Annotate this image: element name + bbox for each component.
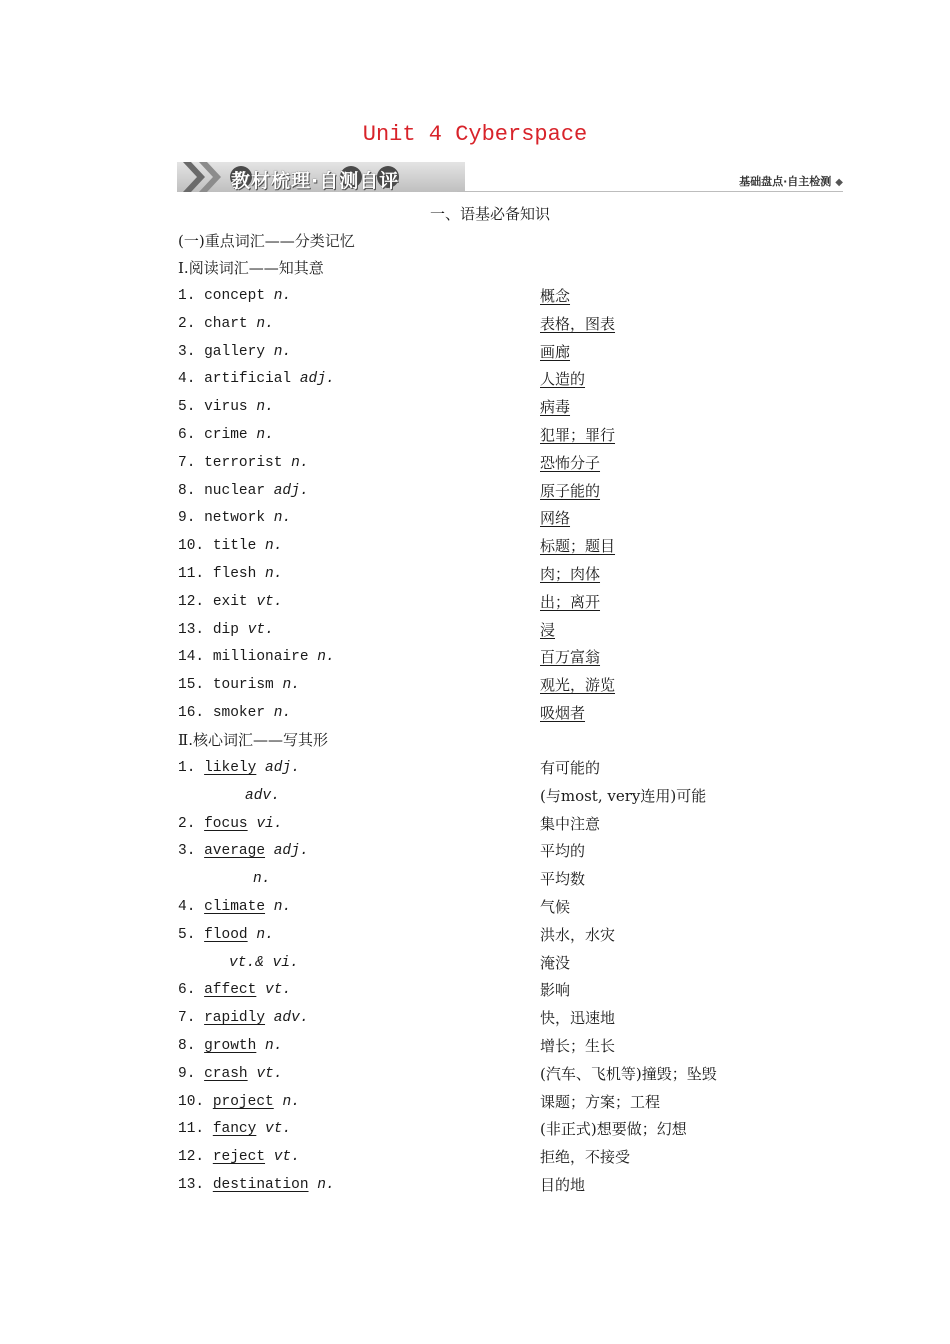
entry-space <box>265 843 274 859</box>
entry-number: 14. <box>178 649 213 666</box>
vocab-entry <box>178 897 291 917</box>
vocab-entry <box>178 703 291 723</box>
entry-word: smoker <box>212 705 274 721</box>
entry-number: 3. <box>178 843 205 860</box>
vocab-entry <box>178 980 291 1000</box>
entry-word: concept <box>204 288 274 304</box>
entry-pos: n. <box>256 926 274 943</box>
entry-word: network <box>204 510 274 527</box>
entry-number: 8. <box>178 1038 205 1054</box>
entry-word: reject <box>212 1149 266 1166</box>
entry-meaning: (非正式)想要做；幻想 <box>540 1120 687 1139</box>
entry-word: crash <box>204 1065 248 1082</box>
entry-pos: adj. <box>273 843 309 860</box>
page-title: Unit 4 Cyberspace <box>362 122 588 147</box>
entry-meaning: 平均数 <box>540 870 586 889</box>
entry-word: flesh <box>212 566 266 582</box>
entry-meaning: 表格，图表 <box>540 314 616 333</box>
entry-meaning: 网络 <box>540 509 571 528</box>
vocab-entry <box>253 869 270 889</box>
entry-word: virus <box>204 399 257 416</box>
entry-meaning: 集中注意 <box>540 814 601 833</box>
entry-number: 16. <box>178 705 213 721</box>
entry-meaning: 人造的 <box>540 370 586 389</box>
entry-pos: n. <box>317 649 335 666</box>
entry-word: focus <box>204 815 248 832</box>
entry-word: project <box>212 1093 274 1110</box>
entry-meaning: 气候 <box>540 898 571 916</box>
entry-number: 5. <box>178 926 205 943</box>
vocab-entry <box>178 620 274 640</box>
entry-number: 11. <box>178 1121 213 1138</box>
entry-number: 13. <box>178 1177 213 1193</box>
entry-pos: n. <box>273 705 292 721</box>
entry-meaning: 影响 <box>540 981 571 1000</box>
entry-word: crime <box>204 427 257 443</box>
entry-pos: vt. <box>265 982 292 999</box>
entry-word: flood <box>204 926 248 943</box>
entry-word: chart <box>204 315 257 332</box>
entry-pos: adv. <box>273 1010 309 1027</box>
entry-word: tourism <box>212 677 283 694</box>
entry-number: 7. <box>178 454 205 471</box>
entry-pos: vi. <box>256 815 283 832</box>
entry-pos: n. <box>273 899 292 915</box>
entry-number: 6. <box>178 427 205 443</box>
entry-pos: vt. <box>273 1149 300 1166</box>
entry-word: growth <box>204 1038 257 1054</box>
entry-number: 10. <box>178 1093 213 1110</box>
entry-meaning: 增长；生长 <box>540 1037 616 1055</box>
vocab-entry <box>178 925 274 945</box>
entry-number: 9. <box>178 510 205 527</box>
entry-meaning: 浸 <box>540 620 556 639</box>
vocab-entry <box>245 786 280 806</box>
vocab-entry <box>178 675 300 695</box>
entry-number: 12. <box>178 1149 213 1166</box>
entry-meaning: 百万富翁 <box>540 648 601 667</box>
entry-meaning: 标题；题目 <box>540 537 616 556</box>
entry-number: 11. <box>178 566 213 582</box>
entry-pos: n. <box>282 677 300 694</box>
entry-word: artificial <box>204 371 300 388</box>
entry-word: destination <box>212 1177 309 1193</box>
entry-meaning: (汽车、飞机等)撞毁；坠毁 <box>540 1064 717 1083</box>
entry-word: dip <box>212 621 248 638</box>
diamond-icon: ◆ <box>835 177 843 188</box>
vocab-entry <box>178 1064 282 1084</box>
entry-space <box>256 1038 265 1054</box>
entry-pos: n. <box>273 288 292 304</box>
entry-pos: adj. <box>273 482 309 499</box>
entry-pos: n. <box>256 427 274 443</box>
entry-meaning: 快，迅速地 <box>540 1009 616 1028</box>
entry-meaning: 恐怖分子 <box>540 453 601 472</box>
entry-pos: n. <box>256 399 274 416</box>
entry-number: 4. <box>178 899 205 915</box>
entry-number: 9. <box>178 1065 205 1082</box>
entry-number: 6. <box>178 982 205 999</box>
entry-space <box>265 899 274 915</box>
entry-pos: n. <box>265 538 283 555</box>
banner-left-text: 教材梳理·自测自评 <box>231 170 400 192</box>
entry-pos: n. <box>282 1093 300 1110</box>
vocab-entry <box>178 397 274 417</box>
entry-word: millionaire <box>212 649 318 666</box>
entry-pos: vt. <box>265 1121 292 1138</box>
vocab-entry <box>178 1119 291 1139</box>
entry-number: 5. <box>178 399 205 416</box>
entry-space <box>265 1149 274 1165</box>
section-heading: 一、语基必备知识 <box>429 205 550 223</box>
vocab-entry <box>178 1147 300 1167</box>
entry-word: exit <box>212 593 257 610</box>
entry-number: 2. <box>178 815 205 832</box>
entry-meaning: 概念 <box>540 287 571 305</box>
entry-pos: vt.& vi. <box>229 954 299 971</box>
entry-meaning: 有可能的 <box>540 759 601 777</box>
entry-meaning: 拒绝，不接受 <box>540 1148 631 1167</box>
entry-word: terrorist <box>204 454 292 471</box>
entry-number: 12. <box>178 593 213 610</box>
entry-number: 13. <box>178 621 213 638</box>
entry-meaning: 淹没 <box>540 953 571 972</box>
entry-space <box>256 760 265 776</box>
part-2-heading: Ⅱ.核心词汇——写其形 <box>178 731 328 749</box>
vocab-entry <box>178 342 291 362</box>
entry-pos: n. <box>265 566 283 582</box>
entry-number: 4. <box>178 371 205 388</box>
entry-pos: adj. <box>265 760 300 776</box>
entry-meaning: 原子能的 <box>540 481 601 500</box>
vocab-entry <box>178 286 291 306</box>
banner-right-text: 基础盘点·自主检测 <box>739 175 832 188</box>
entry-space <box>265 1010 274 1026</box>
entry-pos: n. <box>256 315 274 332</box>
banner-rule <box>457 191 843 192</box>
vocab-entry <box>178 1036 282 1056</box>
vocab-entry <box>178 508 291 528</box>
vocab-entry <box>178 425 274 445</box>
entry-pos: vt. <box>256 593 283 610</box>
entry-word: affect <box>204 982 257 999</box>
entry-word: average <box>204 843 266 860</box>
entry-meaning: 出；离开 <box>540 592 601 611</box>
entry-word: title <box>212 538 266 555</box>
entry-number: 1. <box>178 288 205 304</box>
entry-number: 1. <box>178 760 205 776</box>
entry-meaning: 洪水，水灾 <box>540 925 616 944</box>
subsection-heading: (一)重点词汇——分类记忆 <box>178 232 355 250</box>
section-banner <box>177 158 843 198</box>
vocab-entry <box>178 1175 335 1195</box>
entry-pos: adj. <box>299 371 335 388</box>
vocab-entry <box>178 841 309 861</box>
entry-word: climate <box>204 899 266 915</box>
entry-word: fancy <box>212 1121 257 1138</box>
vocab-entry <box>178 1092 300 1112</box>
entry-pos: adv. <box>245 787 280 804</box>
entry-meaning: (与most, very连用)可能 <box>540 786 707 805</box>
vocab-entry <box>178 564 282 584</box>
entry-space <box>256 1121 265 1137</box>
entry-pos: n. <box>317 1177 335 1193</box>
entry-meaning: 画廊 <box>540 342 571 361</box>
entry-meaning: 肉；肉体 <box>540 565 601 583</box>
vocab-entry <box>178 314 274 334</box>
vocab-entry <box>178 369 335 389</box>
entry-meaning: 课题；方案；工程 <box>540 1092 661 1111</box>
part-1-heading: Ⅰ.阅读词汇——知其意 <box>178 259 324 277</box>
entry-meaning: 平均的 <box>540 842 586 861</box>
vocab-entry <box>178 1008 309 1028</box>
entry-pos: n. <box>265 1038 283 1054</box>
entry-meaning: 吸烟者 <box>540 704 586 722</box>
entry-space <box>256 982 265 998</box>
entry-pos: n. <box>273 343 292 360</box>
entry-number: 3. <box>178 343 205 360</box>
banner-right-label <box>739 173 843 189</box>
entry-pos: n. <box>273 510 292 527</box>
entry-pos: vt. <box>256 1065 283 1082</box>
entry-number: 7. <box>178 1010 205 1027</box>
entry-number: 8. <box>178 482 205 499</box>
vocab-entry <box>178 536 282 556</box>
entry-space <box>309 1177 318 1193</box>
entry-pos: n. <box>291 454 309 471</box>
entry-meaning: 目的地 <box>540 1176 586 1194</box>
entry-meaning: 病毒 <box>540 398 571 417</box>
entry-pos: vt. <box>247 621 274 638</box>
entry-meaning: 观光，游览 <box>540 676 616 695</box>
vocab-entry <box>178 758 300 778</box>
entry-number: 15. <box>178 677 213 694</box>
vocab-entry <box>178 592 282 612</box>
entry-word: gallery <box>204 343 274 360</box>
entry-word: nuclear <box>204 482 274 499</box>
entry-number: 2. <box>178 315 205 332</box>
vocab-entry <box>229 953 299 973</box>
entry-meaning: 犯罪；罪行 <box>540 426 616 444</box>
entry-word: rapidly <box>204 1010 266 1027</box>
entry-number: 10. <box>178 538 213 555</box>
vocab-entry <box>178 814 282 834</box>
entry-word: likely <box>204 760 257 776</box>
vocab-entry <box>178 453 309 473</box>
vocab-entry <box>178 481 309 501</box>
entry-pos: n. <box>253 871 271 888</box>
vocab-entry <box>178 647 335 667</box>
